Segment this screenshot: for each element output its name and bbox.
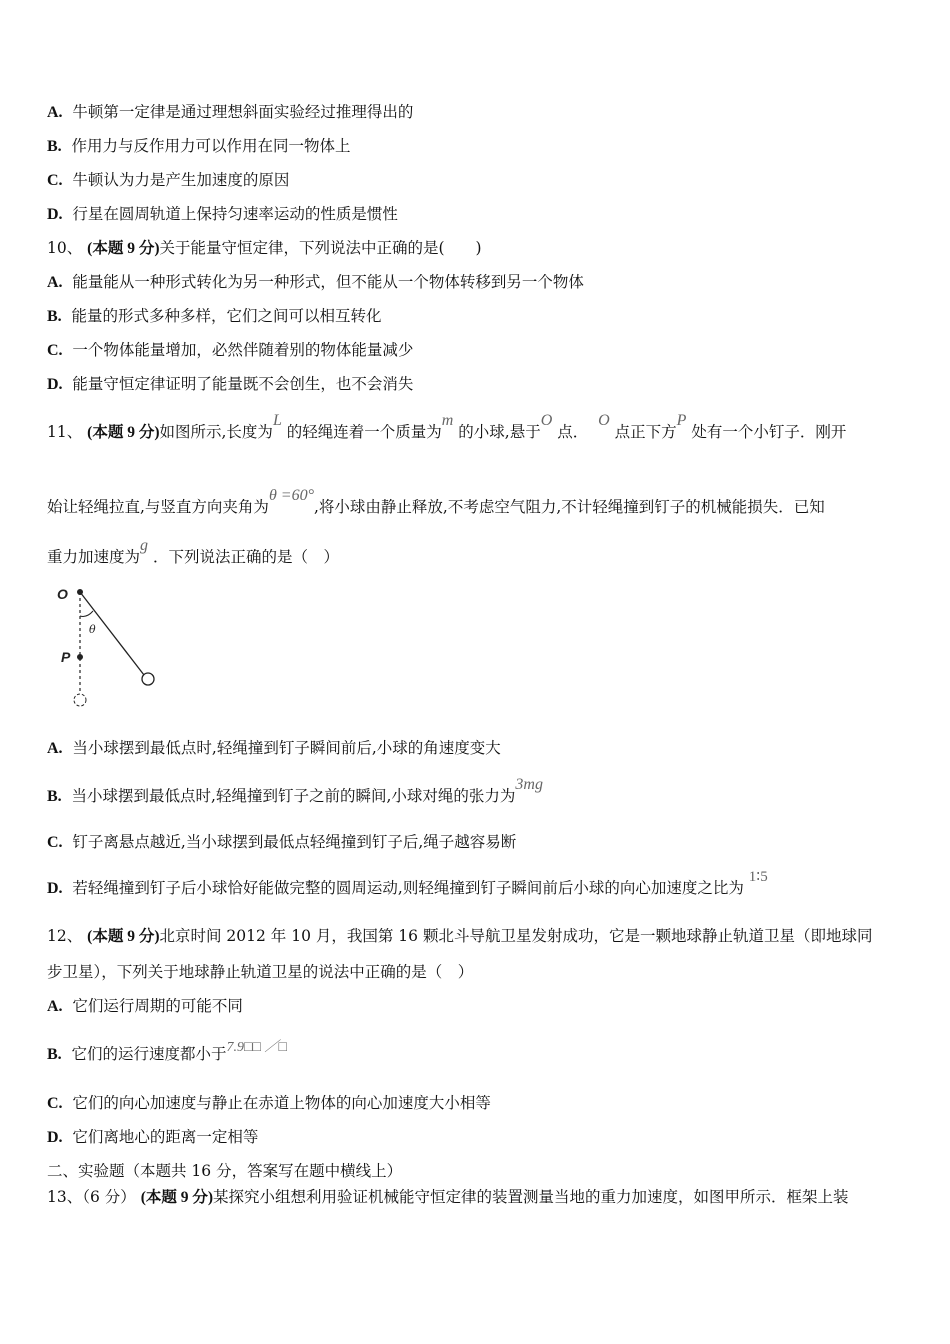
option-letter: A. [47, 104, 63, 121]
option-text: 它们的向心加速度与静止在赤道上物体的向心加速度大小相等 [72, 1094, 491, 1112]
stem-text: 点． [557, 423, 589, 441]
question-stem: 关于能量守恒定律，下列说法中正确的是( ) [159, 239, 482, 257]
option-text: 一个物体能量增加，必然伴随着别的物体能量减少 [72, 341, 414, 359]
q10-option-d [47, 374, 413, 395]
math-point-p: P [676, 412, 687, 429]
stem-text: 步卫星），下列关于地球静止轨道卫星的说法中正确的是（ ） [47, 963, 474, 981]
question-number: 13、 [47, 1188, 83, 1206]
option-letter: A. [47, 274, 63, 291]
stem-text: 某探究小组想利用验证机械能守恒定律的装置测量当地的重力加速度，如图甲所示．框架上装 [213, 1188, 849, 1206]
q11-option-a [47, 738, 501, 759]
option-letter: C. [47, 1095, 63, 1112]
q12-stem-line1 [47, 926, 872, 947]
math-point-o: O [598, 412, 610, 429]
question-score: （6 分） [82, 1188, 136, 1206]
math-gravity: g [140, 537, 149, 554]
question-tag: (本题 9 分) [140, 1189, 214, 1206]
option-letter: D. [47, 376, 63, 393]
q12-option-b [47, 1040, 287, 1066]
option-letter: B. [47, 788, 62, 805]
q10-option-b [47, 306, 382, 327]
section-heading: 二、实验题（本题共 16 分，答案写在题中横线上） [47, 1162, 403, 1180]
q11-option-b [47, 776, 543, 807]
stem-text: 的小球,悬于 [458, 423, 541, 441]
q11-stem-line3 [47, 537, 339, 568]
q10-option-c [47, 340, 413, 361]
option-text: 钉子离悬点越近,当小球摆到最低点轻绳撞到钉子后,绳子越容易断 [72, 833, 517, 851]
math-velocity: 7.9□□ ／□ [226, 1040, 287, 1055]
stem-text: 点正下方 [614, 423, 677, 441]
option-text: 若轻绳撞到钉子后小球恰好能做完整的圆周运动,则轻绳撞到钉子瞬间前后小球的向心加速度之比为 [72, 879, 744, 897]
math-angle: θ =60° [268, 487, 314, 504]
q12-option-d [47, 1127, 258, 1148]
math-tension: 3mg [515, 776, 543, 793]
q12-option-a [47, 996, 243, 1017]
option-text: 牛顿认为力是产生加速度的原因 [72, 171, 290, 189]
q10-option-a [47, 272, 584, 293]
question-tag: (本题 9 分) [87, 928, 160, 945]
option-letter: D. [47, 206, 63, 223]
option-text: 它们运行周期的可能不同 [72, 997, 243, 1015]
option-text: 行星在圆周轨道上保持匀速率运动的性质是惯性 [72, 205, 398, 223]
stem-text: 处有一个小钉子．刚开 [691, 423, 847, 441]
q11-option-d [47, 869, 768, 899]
option-text: 当小球摆到最低点时,轻绳撞到钉子瞬间前后,小球的角速度变大 [72, 739, 501, 757]
question-number: 12、 [47, 927, 83, 945]
q10-stem [47, 238, 482, 259]
question-number: 11、 [47, 423, 83, 441]
stem-text: ,将小球由静止释放,不考虑空气阻力,不计轻绳撞到钉子的机械能损失．已知 [314, 498, 825, 516]
option-letter: B. [47, 138, 62, 155]
q9-option-b [47, 136, 351, 157]
q12-stem-line2 [47, 962, 473, 982]
option-text: 能量守恒定律证明了能量既不会创生，也不会消失 [72, 375, 414, 393]
stem-text: 的轻绳连着一个质量为 [286, 423, 442, 441]
math-point-o: O [540, 412, 553, 429]
option-letter: A. [47, 740, 63, 757]
stem-text: 重力加速度为 [47, 548, 141, 566]
figure-label-o: O [57, 586, 68, 602]
lowest-position-ball [74, 694, 86, 706]
figure-label-p: P [61, 649, 71, 665]
stem-text: ．下列说法正确的是（ ） [152, 548, 339, 566]
option-text: 作用力与反作用力可以作用在同一物体上 [71, 137, 351, 155]
ball [142, 673, 154, 685]
option-letter: C. [47, 342, 63, 359]
math-mass: m [441, 412, 454, 429]
stem-text: 如图所示,长度为 [159, 423, 273, 441]
nail-point [77, 654, 83, 660]
option-letter: D. [47, 880, 63, 897]
math-ratio: 1∶5 [748, 869, 768, 885]
question-tag: (本题 9 分) [87, 424, 160, 441]
q9-option-d [47, 204, 398, 225]
option-letter: A. [47, 998, 63, 1015]
math-length: L [272, 412, 282, 429]
q12-option-c [47, 1093, 491, 1114]
question-tag: (本题 9 分) [87, 240, 160, 257]
option-text: 牛顿第一定律是通过理想斜面实验经过推理得出的 [72, 103, 414, 121]
option-text: 能量能从一种形式转化为另一种形式，但不能从一个物体转移到另一个物体 [72, 273, 584, 291]
stem-text: 始让轻绳拉直,与竖直方向夹角为 [47, 498, 269, 516]
option-text: 能量的形式多种多样，它们之间可以相互转化 [71, 307, 382, 325]
option-text: 它们离地心的距离一定相等 [72, 1128, 259, 1146]
option-letter: B. [47, 308, 62, 325]
q13-stem-line1 [47, 1187, 849, 1208]
option-text: 当小球摆到最低点时,轻绳撞到钉子之前的瞬间,小球对绳的张力为 [71, 787, 516, 805]
q9-option-c [47, 170, 289, 191]
option-letter: D. [47, 1129, 63, 1146]
stem-text: 北京时间 2012 年 10 月，我国第 16 颗北斗导航卫星发射成功，它是一颗地球静止轨道卫星（即地球同 [159, 927, 873, 945]
option-letter: C. [47, 834, 63, 851]
option-letter: C. [47, 172, 63, 189]
figure-label-theta: θ [89, 623, 96, 636]
option-text: 它们的运行速度都小于 [71, 1045, 227, 1063]
pendulum-figure [55, 582, 175, 712]
q11-stem-line1 [47, 412, 847, 443]
angle-arc [80, 611, 93, 616]
q11-stem-line2 [47, 487, 825, 518]
q11-option-c [47, 832, 516, 853]
question-number: 10、 [47, 239, 83, 257]
option-letter: B. [47, 1046, 62, 1063]
q9-option-a [47, 102, 413, 123]
